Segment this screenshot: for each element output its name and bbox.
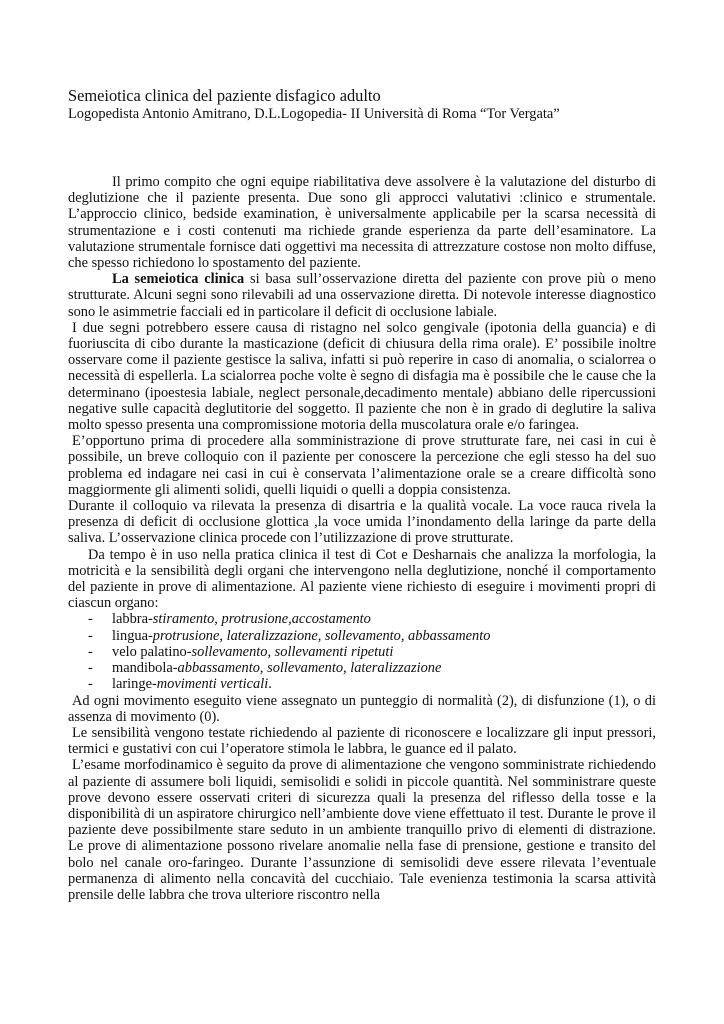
paragraph-test: Da tempo è in uso nella pratica clinica il test di Cot e Desharnais che analizza la morfologia, la motricità e la sensibilità degli organi che intervengono nella deglutizione, nonché il comportamento del paziente in prove di alimentazione. Al paziente viene richiesto di eseguire i movimenti propri di ciascun organo: bbox=[68, 546, 656, 612]
paragraph-voce: Durante il colloquio va rilevata la presenza di disartria e la qualità vocale. La voce rauca rivela la presenza di deficit di occlusione glottica ,la voce umida l’inondamento della laringe da parte della saliva. L’osservazione clinica procede con l’utilizzazione di prove strutturate. bbox=[68, 498, 656, 547]
list-item: - labbra-stiramento, protrusione,accostamento bbox=[68, 611, 656, 627]
document-title: Semeiotica clinica del paziente disfagico adulto bbox=[68, 86, 381, 105]
list-item: - velo palatino-sollevamento, sollevamenti ripetuti bbox=[68, 644, 656, 660]
paragraph-intro: Il primo compito che ogni equipe riabilitativa deve assolvere è la valutazione del disturbo di deglutizione che il paziente presenta. Due sono gli approcci valutativi :clinico e strumentale. L’approccio clinico, bedside examination, è universalmente applicabile per la scarsa necessità di strumentazione e i costi contenuti ma richiede grande esperienza da parte dell’esaminatore. La valutazione strumentale fornisce dati oggettivi ma necessita di attrezzature costose non molto diffuse, che spesso richiedono lo spostamento del paziente. bbox=[68, 174, 656, 272]
bold-term: La semeiotica clinica bbox=[112, 271, 245, 288]
organ-movement-list bbox=[68, 611, 656, 692]
paragraph-semeiotica-text: si basa sull’osservazione diretta del paziente con prove più o meno strutturate. Alcuni segni sono rilevabili ad una osservazione diretta. Di notevole interesse diagnostico sono le asimmetrie facciali ed in particolare il deficit di occlusione labiale. bbox=[68, 271, 656, 320]
author-line: Logopedista Antonio Amitrano, D.L.Logopedia- II Università di Roma “Tor Vergata” bbox=[68, 106, 560, 122]
paragraph-punteggio: Ad ogni movimento eseguito viene assegnato un punteggio di normalità (2), di disfunzione (1), o di assenza di movimento (0). bbox=[68, 692, 656, 725]
paragraph-semeiotica bbox=[68, 271, 656, 320]
document-body bbox=[68, 174, 656, 903]
title-block bbox=[68, 87, 668, 122]
list-item: - mandibola-abbassamento, sollevamento, lateralizzazione bbox=[68, 660, 656, 676]
paragraph-sensibilita: Le sensibilità vengono testate richiedendo al paziente di riconoscere e localizzare gli input pressori, termici e gustativi con cui l’operatore stimola le labbra, le guance ed il palato. bbox=[68, 724, 656, 758]
paragraph-colloquio: E’opportuno prima di procedere alla somministrazione di prove strutturate fare, nei casi in cui è possibile, un breve colloquio con il paziente per conoscere la percezione che egli stesso ha del suo problema ed indagare nei casi in cui è conservata l’alimentazione orale se a creare difficoltà sono maggiormente gli alimenti solidi, quelli liquidi o quelli a doppia consistenza. bbox=[68, 433, 656, 498]
paragraph-signs: I due segni potrebbero essere causa di ristagno nel solco gengivale (ipotonia della guancia) e di fuoriuscita di cibo durante la masticazione (deficit di chiusura della rima orale). E’ possibile inoltre osservare come il paziente gestisce la saliva, infatti si può reperire in caso di anomalia, o scialorrea o necessità di espellerla. La scialorrea poche volte è segno di disfagia ma è possibile che le cause che la determinano (ipoestesia labiale, neglect personale,decadimento mentale) abbiano delle ripercussioni negative sulle capacità deglutitorie del soggetto. Il paziente che non è in grado di deglutire la saliva molto spesso presenta una compromissione motoria della muscolatura orale e/o faringea. bbox=[68, 319, 656, 434]
paragraph-esame: L’esame morfodinamico è seguito da prove di alimentazione che vengono somministrate richiedendo al paziente di assumere boli liquidi, semisolidi e solidi in piccole quantità. Nel somministrare queste prove devono essere osservati criteri di sicurezza quali la presenza del riflesso della tosse e la disponibilità di un aspiratore chirurgico nell’ambiente dove viene effettuato il test. Durante le prove il paziente deve possibilmente stare seduto in un ambiente tranquillo privo di elementi di distrazione. Le prove di alimentazione possono rivelare anomalie nella fase di prensione, gestione e transito del bolo nel canale oro-faringeo. Durante l’assunzione di semisolidi deve essere rilevata l’eventuale permanenza di alimento nella concavità del cucchiaio. Tale evenienza testimonia la scarsa attività prensile delle labbra che trova ulteriore riscontro nella bbox=[68, 757, 656, 903]
list-item: - laringe-movimenti verticali. bbox=[68, 676, 656, 692]
list-item: - lingua-protrusione, lateralizzazione, sollevamento, abbassamento bbox=[68, 628, 656, 644]
